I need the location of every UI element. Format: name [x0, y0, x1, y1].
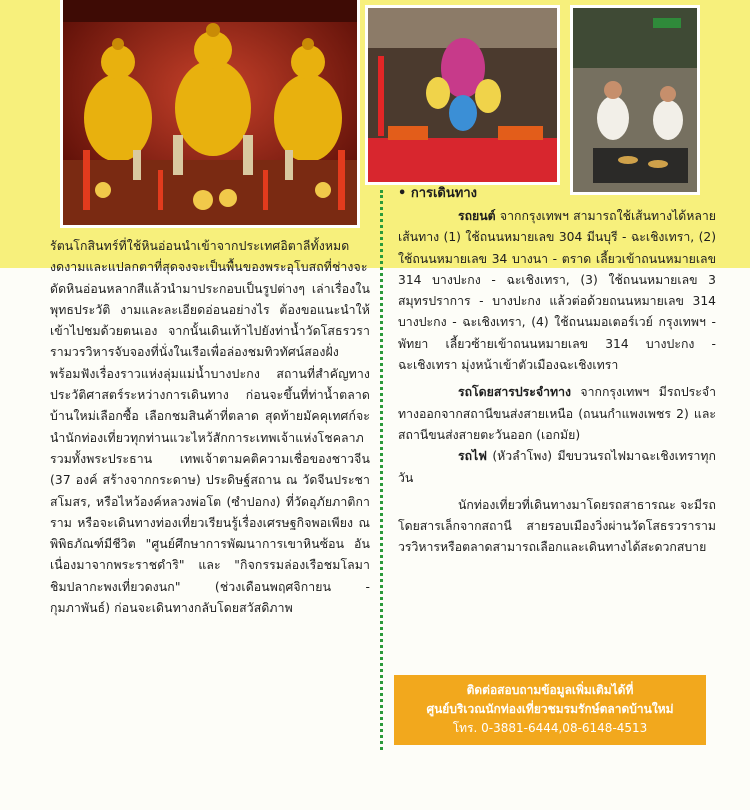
contact-line-2: ศูนย์บริเวณนักท่องเที่ยวชมรมรักษ์ตลาดบ้านใหม่	[426, 702, 674, 716]
shrine-photo	[60, 0, 360, 228]
contact-line-1: ติดต่อสอบถามข้อมูลเพิ่มเติมได้ที่	[466, 683, 634, 697]
travel-by-train	[398, 446, 716, 489]
vendors-illustration	[573, 8, 700, 195]
travel-section	[398, 183, 716, 559]
car-text: จากกรุงเทพฯ สามารถใช้เส้นทางได้หลายเส้นทาง (1) ใช้ถนนหมายเลข 304 มีนบุรี - ฉะเชิงเทรา, (2) ใช้ถนนหมายเลข 34 บางนา - ตราด เลี้ยวเข้าถนนหมายเลข 314 บางปะกง - ฉะเชิงเทรา, (3) ใช้ถนนหมายเลข 3 สมุทรปราการ - บางปะกง แล้วต่อด้วยถนนหมายเลข 314 บางปะกง - ฉะเชิงเทรา, (4) ใช้ถนนมอเตอร์เวย์ กรุงเทพฯ - พัทยา เลี้ยวซ้ายเข้าถนนหมายเลข 314 บางปะกง - ฉะเชิงเทรา มุ่งหน้าเข้าตัวเมืองฉะเชิงเทรา	[398, 209, 716, 373]
train-text: (หัวลำโพง) มีขบวนรถไฟมาฉะเชิงเทราทุกวัน	[398, 449, 716, 485]
bus-term: รถโดยสารประจำทาง	[458, 385, 572, 400]
car-term: รถยนต์	[458, 209, 496, 223]
travel-by-car	[398, 206, 716, 376]
shrine-illustration	[63, 0, 360, 228]
market-lanterns-photo	[365, 5, 560, 185]
travel-by-bus	[398, 382, 716, 446]
left-text-column	[50, 236, 370, 619]
contact-info-box	[394, 675, 706, 745]
bus-text: จากกรุงเทพฯ มีรถประจำทางออกจากสถานีขนส่งสายเหนือ (ถนนกำแพงเพชร 2) และสถานีขนส่งสายตะวันออก (เอกมัย)	[398, 385, 716, 442]
lanterns-illustration	[368, 8, 560, 185]
public-transport-note: นักท่องเที่ยวที่เดินทางมาโดยรถสาธารณะ จะมีรถโดยสารเล็กจากสถานี สายรอบเมืองวิ่งผ่านวัดโสธรวรารามวรวิหารหรือตลาดสามารถเลือกและเดินทางได้สะดวกสบาย	[398, 497, 716, 555]
section-title: • การเดินทาง	[398, 186, 477, 201]
contact-phone: โทร. 0-3881-6444,08-6148-4513	[452, 721, 648, 735]
train-term: รถไฟ	[458, 449, 487, 464]
market-vendors-photo	[570, 5, 700, 195]
dotted-column-divider	[380, 190, 383, 750]
left-paragraph: รัตนโกสินทร์ที่ใช้หินอ่อนนำเข้าจากประเทศอิตาลีทั้งหมด งดงามและแปลกตาที่สุดจงจะเป็นพื้นของพระอุโบสถที่ช่างจะดัดหินอ่อนหลากสีแล้วนำมาประกอบเป็นรูปต่างๆ เล่าเรื่องในพุทธประวัติ งามและละเอียดอ่อนอย่างไร ต้องขอแนะนำให้เข้าไปชมด้วยตนเอง จากนั้นเดินเท้าไปยังท่าน้ำวัดโสธรวรารามวรวิหารจับจองที่นั่งในเรือเพื่อล่องชมทิวทัศน์สองฝั่ง พร้อมฟังเรื่องราวแห่งลุ่มแม่น้ำบางปะกง สถานที่สำคัญทางประวัติศาสตร์ระหว่างการเดินทาง ก่อนจะขึ้นที่ท่าน้ำตลาดบ้านใหม่เลือกซื้อ เลือกชมสินค้าที่ตลาด สุดท้ายมัคคุเทศก์จะนำนักท่องเที่ยวทุกท่านแวะไหว้สักการะเทพเจ้าแห่งโชคลาภ รวมทั้งพระประธาน เทพเจ้าตามคติความเชื่อของชาวจีน (37 องค์ สร้างจากกระดาษ) ประดิษฐ์สถาน ณ วัดจีนประชาสโมสร, หรือไหว้องค์หลวงพ่อโต (ซำปอกง) ที่วัดอุภัยภาติการาม หรือจะเดินทางท่องเที่ยวเรียนรู้เรื่องเศรษฐกิจพอเพียง ณ พิพิธภัณฑ์มีชีวิต "ศูนย์ศึกษาการพัฒนาการเขาหินซ้อน อันเนื่องมาจากพระราชดำริ" และ "กิจกรรมล่องเรือชมโลมา ชิมปลากะพงเที่ยวดงนก" (ช่วงเดือนพฤศจิกายน - กุมภาพันธ์) ก่อนจะเดินทางกลับโดยสวัสดิภาพ	[50, 239, 370, 616]
